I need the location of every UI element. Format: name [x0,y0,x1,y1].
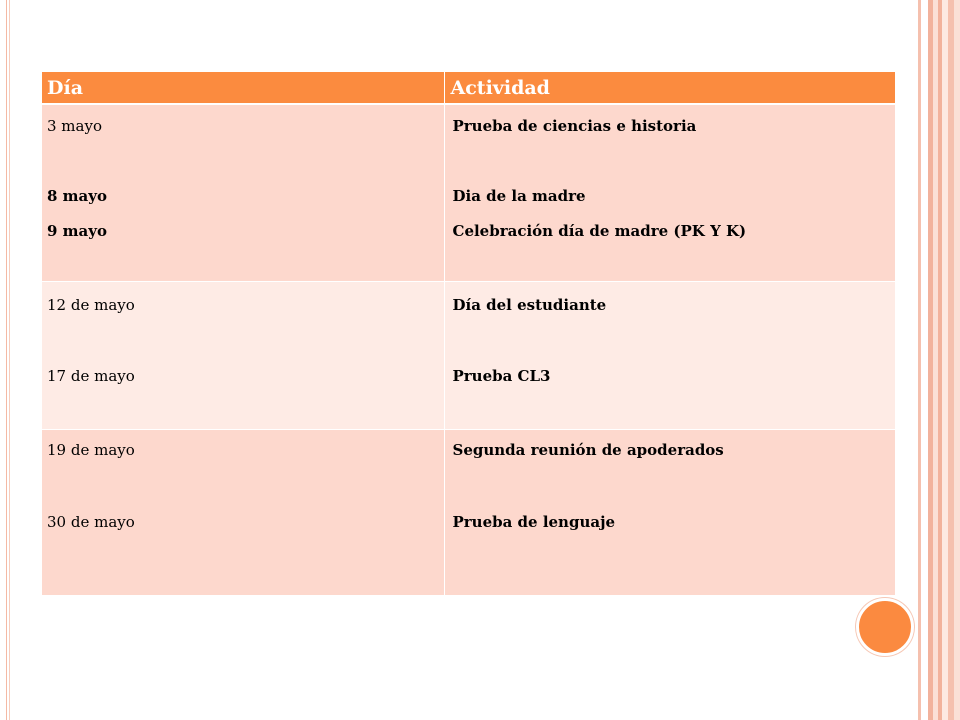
activity-cell [444,430,895,596]
day-text: 12 de mayo [47,296,135,314]
day-text: 30 de mayo [47,513,135,531]
day-cell [42,104,444,282]
activity-text: Celebración día de madre (PK Y K) [452,222,747,240]
table-row [42,430,895,596]
slide-border-right-stripes [918,0,960,720]
day-text: 17 de mayo [47,367,135,385]
activity-text: Prueba de lenguaje [452,513,616,531]
activity-text: Segunda reunión de apoderados [452,441,724,459]
day-text: 9 mayo [47,222,107,240]
day-cell [42,430,444,596]
activity-cell [444,104,895,282]
header-day: Día [42,72,444,104]
table-row [42,104,895,282]
activity-text: Día del estudiante [452,296,607,314]
activity-text: Prueba CL3 [452,367,551,385]
activity-cell [444,282,895,430]
day-text: 3 mayo [47,117,102,135]
activity-text: Prueba de ciencias e historia [452,117,697,135]
schedule-table [42,72,895,595]
activity-text: Dia de la madre [452,187,586,205]
decorative-orange-circle [856,598,914,656]
day-text: 8 mayo [47,187,107,205]
slide-border-left [6,0,7,720]
day-text: 19 de mayo [47,441,135,459]
table-header-row [42,72,895,104]
slide-border-left-inner [9,0,10,720]
header-activity: Actividad [444,72,895,104]
day-cell [42,282,444,430]
table-row [42,282,895,430]
